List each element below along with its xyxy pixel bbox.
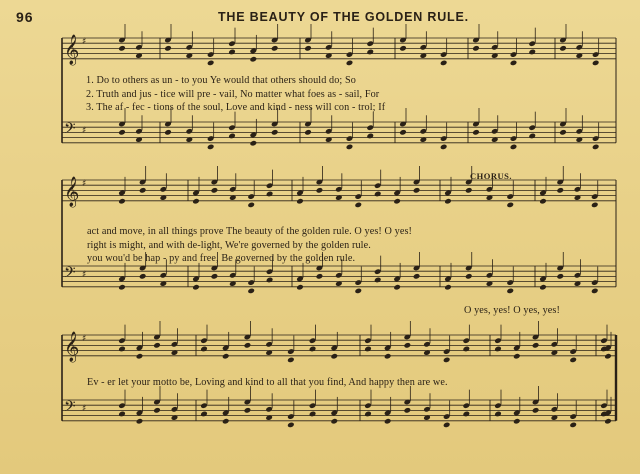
note-head — [556, 187, 564, 194]
note-head — [393, 198, 401, 205]
note-head — [228, 133, 236, 140]
note-head — [404, 407, 412, 414]
note-head — [444, 198, 452, 205]
note-head — [211, 187, 219, 194]
note-head — [207, 144, 215, 151]
note-head — [136, 353, 144, 360]
sharp-key-signature: ♯ — [82, 179, 87, 189]
note-head — [118, 198, 126, 205]
note-head — [413, 273, 421, 280]
note-head — [591, 288, 599, 295]
note-head — [200, 346, 208, 353]
note-head — [506, 202, 514, 209]
note-head — [211, 273, 219, 280]
note-head — [569, 422, 577, 429]
note-head — [604, 353, 612, 360]
note-head — [413, 187, 421, 194]
note-head — [393, 284, 401, 291]
note-head — [296, 198, 304, 205]
note-head — [164, 129, 172, 136]
note-head — [592, 60, 600, 67]
sharp-key-signature: ♯ — [82, 126, 87, 136]
note-head — [266, 277, 274, 284]
note-head — [139, 273, 147, 280]
note-head — [309, 346, 317, 353]
note-head — [539, 198, 547, 205]
note-head — [443, 422, 451, 429]
note-head — [207, 60, 215, 67]
note-head — [316, 273, 324, 280]
note-head — [539, 284, 547, 291]
note-head — [136, 418, 144, 425]
note-head — [330, 418, 338, 425]
note-head — [506, 288, 514, 295]
verse-3-line-2: you wou'd be hap - py and free, Be governed by the golden rule. — [87, 253, 356, 264]
note-head — [463, 411, 471, 418]
note-head — [532, 407, 540, 414]
note-head — [139, 187, 147, 194]
note-head — [153, 407, 161, 414]
note-head — [247, 202, 255, 209]
note-head — [222, 353, 230, 360]
note-head — [510, 144, 518, 151]
note-head — [316, 187, 324, 194]
chorus-bass-words: O yes, yes! O yes, yes! — [464, 305, 560, 316]
note-head — [354, 202, 362, 209]
treble-clef: 𝄞 — [64, 332, 80, 362]
note-head — [287, 357, 295, 364]
note-head — [228, 49, 236, 56]
note-head — [304, 129, 312, 136]
note-head — [247, 288, 255, 295]
note-head — [200, 411, 208, 418]
note-head — [528, 133, 536, 140]
note-head — [118, 284, 126, 291]
note-head — [346, 60, 354, 67]
treble-clef: 𝄞 — [64, 35, 80, 65]
note-head — [374, 191, 382, 198]
note-head — [465, 273, 473, 280]
note-head — [118, 346, 126, 353]
note-head — [346, 144, 354, 151]
note-head — [399, 45, 407, 52]
verse-1-line-1: 1. Do to others as un - to you Ye would that others should do; So — [86, 75, 356, 86]
note-head — [384, 418, 392, 425]
sharp-key-signature: ♯ — [82, 334, 87, 344]
verse-2-line-1: 2. Truth and jus - tice will pre - vail, No matter what foes as - sail, For — [86, 89, 380, 100]
page-title: THE BEAUTY OF THE GOLDEN RULE. — [218, 10, 469, 24]
note-head — [164, 45, 172, 52]
note-head — [374, 277, 382, 284]
note-head — [153, 342, 161, 349]
note-head — [309, 411, 317, 418]
note-head — [192, 284, 200, 291]
sharp-key-signature: ♯ — [82, 270, 87, 280]
note-head — [513, 353, 521, 360]
note-head — [569, 357, 577, 364]
note-head — [444, 284, 452, 291]
bass-clef: 𝄢 — [64, 264, 76, 285]
note-head — [244, 407, 252, 414]
note-head — [304, 45, 312, 52]
note-head — [271, 45, 279, 52]
note-head — [118, 129, 126, 136]
note-head — [222, 418, 230, 425]
verse-2-line-2: right is might, and with de-light, We're governed by the golden rule. — [87, 240, 371, 251]
note-head — [472, 45, 480, 52]
note-head — [494, 346, 502, 353]
note-head — [532, 342, 540, 349]
note-head — [440, 144, 448, 151]
verse-1-line-2: act and move, in all things prove The beauty of the golden rule. O yes! O yes! — [87, 226, 413, 237]
note-head — [592, 144, 600, 151]
sharp-key-signature: ♯ — [82, 404, 87, 414]
note-head — [404, 342, 412, 349]
note-head — [364, 346, 372, 353]
note-head — [443, 357, 451, 364]
note-head — [250, 140, 258, 147]
note-head — [296, 284, 304, 291]
chorus-lyric-line: Ev - er let your motto be, Loving and kind to all that you find, And happy then are we. — [87, 377, 448, 388]
note-head — [591, 202, 599, 209]
note-head — [354, 288, 362, 295]
bass-clef: 𝄢 — [64, 120, 76, 141]
note-head — [604, 418, 612, 425]
note-head — [266, 191, 274, 198]
note-head — [510, 60, 518, 67]
note-head — [559, 129, 567, 136]
chorus-label: CHORUS. — [470, 171, 512, 181]
note-head — [472, 129, 480, 136]
note-head — [399, 129, 407, 136]
treble-clef: 𝄞 — [64, 177, 80, 207]
bass-clef: 𝄢 — [64, 398, 76, 419]
note-head — [287, 422, 295, 429]
note-head — [494, 411, 502, 418]
note-head — [465, 187, 473, 194]
note-head — [364, 411, 372, 418]
page-number: 96 — [16, 9, 34, 25]
note-head — [556, 273, 564, 280]
note-head — [330, 353, 338, 360]
note-head — [366, 133, 374, 140]
note-head — [118, 45, 126, 52]
note-head — [271, 129, 279, 136]
verse-3-line-1: 3. The af - fec - tions of the soul, Love and kind - ness will con - trol; If — [86, 102, 386, 113]
note-head — [559, 45, 567, 52]
note-head — [440, 60, 448, 67]
sharp-key-signature: ♯ — [82, 37, 87, 47]
note-head — [463, 346, 471, 353]
note-head — [192, 198, 200, 205]
note-head — [384, 353, 392, 360]
note-head — [118, 411, 126, 418]
note-head — [244, 342, 252, 349]
note-head — [250, 56, 258, 63]
note-head — [513, 418, 521, 425]
note-head — [528, 49, 536, 56]
note-head — [366, 49, 374, 56]
